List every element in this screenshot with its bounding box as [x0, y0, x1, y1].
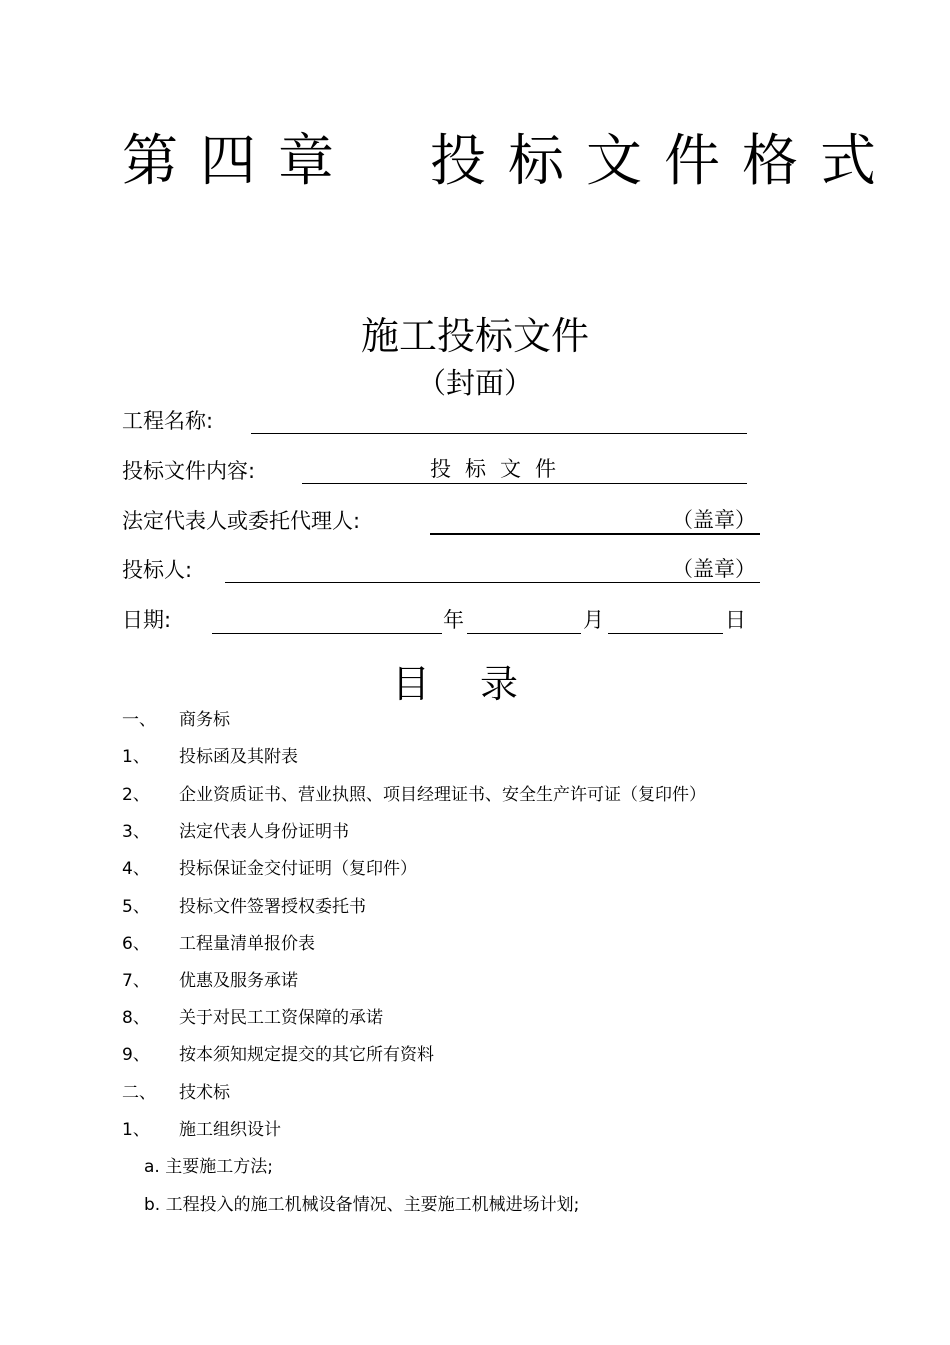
toc-heading: 目录 — [391, 662, 568, 706]
toc-item-number: 7、 — [122, 971, 150, 991]
toc-item — [0, 783, 950, 807]
toc-item-text: 商务标 — [179, 710, 230, 730]
toc-item — [0, 745, 950, 769]
toc-item-text: 按本须知规定提交的其它所有资料 — [179, 1045, 434, 1065]
toc-item-number: 9、 — [122, 1045, 150, 1065]
date-day-label: 日 — [725, 608, 746, 632]
toc-item — [0, 932, 950, 956]
toc-item-text: 法定代表人身份证明书 — [179, 822, 349, 842]
toc-item-number: 二、 — [122, 1083, 156, 1103]
toc-item-number: 5、 — [122, 897, 150, 917]
toc-item-number: 1、 — [122, 747, 150, 767]
date-month-line — [467, 633, 581, 634]
date-label: 日期: — [122, 608, 172, 632]
cover-title: 施工投标文件 — [360, 314, 589, 358]
toc-item-number: 一、 — [122, 710, 156, 730]
toc-item — [0, 820, 950, 844]
content-line — [302, 483, 747, 484]
toc-item-text: 企业资质证书、营业执照、项目经理证书、安全生产许可证（复印件） — [179, 785, 706, 805]
cover-subtitle: （封面） — [416, 366, 533, 400]
toc-item-text: 投标保证金交付证明（复印件） — [179, 859, 417, 879]
toc-item-number: 3、 — [122, 822, 150, 842]
toc-item — [0, 969, 950, 993]
toc-item-number: 4、 — [122, 859, 150, 879]
toc-subitem: b. 工程投入的施工机械设备情况、主要施工机械进场计划; — [144, 1195, 580, 1215]
toc-item-number: 6、 — [122, 934, 150, 954]
legal-rep-label: 法定代表人或委托代理人: — [122, 509, 361, 533]
toc-item — [0, 1081, 950, 1105]
toc-item-text: 施工组织设计 — [179, 1120, 281, 1140]
bidder-seal: （盖章） — [672, 557, 756, 581]
project-name-label: 工程名称: — [122, 409, 214, 433]
toc-item — [0, 857, 950, 881]
date-year-label: 年 — [443, 608, 464, 632]
chapter-number: 第四章 — [122, 129, 356, 194]
toc-item-text: 优惠及服务承诺 — [179, 971, 298, 991]
content-label: 投标文件内容: — [122, 459, 256, 483]
bidder-label: 投标人: — [122, 558, 193, 582]
content-value: 投标文件 — [430, 457, 570, 481]
toc-item-number: 8、 — [122, 1008, 150, 1028]
date-month-label: 月 — [583, 608, 604, 632]
toc-item-number: 1、 — [122, 1120, 150, 1140]
toc-item-number: 2、 — [122, 785, 150, 805]
date-day-line — [608, 633, 723, 634]
toc-item — [0, 1118, 950, 1142]
toc-item — [0, 1006, 950, 1030]
toc-item-text: 技术标 — [179, 1083, 230, 1103]
toc-item-text: 投标文件签署授权委托书 — [179, 897, 366, 917]
toc-subitem: a. 主要施工方法; — [144, 1157, 273, 1177]
project-name-line — [251, 433, 747, 434]
chapter-title: 投标文件格式 — [430, 129, 898, 194]
toc-item — [0, 1043, 950, 1067]
date-year-line — [212, 633, 442, 634]
toc-item — [0, 895, 950, 919]
legal-rep-seal: （盖章） — [672, 508, 756, 532]
toc-item-text: 关于对民工工资保障的承诺 — [179, 1008, 383, 1028]
toc-item — [0, 708, 950, 732]
toc-item-text: 工程量清单报价表 — [179, 934, 315, 954]
toc-item-text: 投标函及其附表 — [179, 747, 298, 767]
